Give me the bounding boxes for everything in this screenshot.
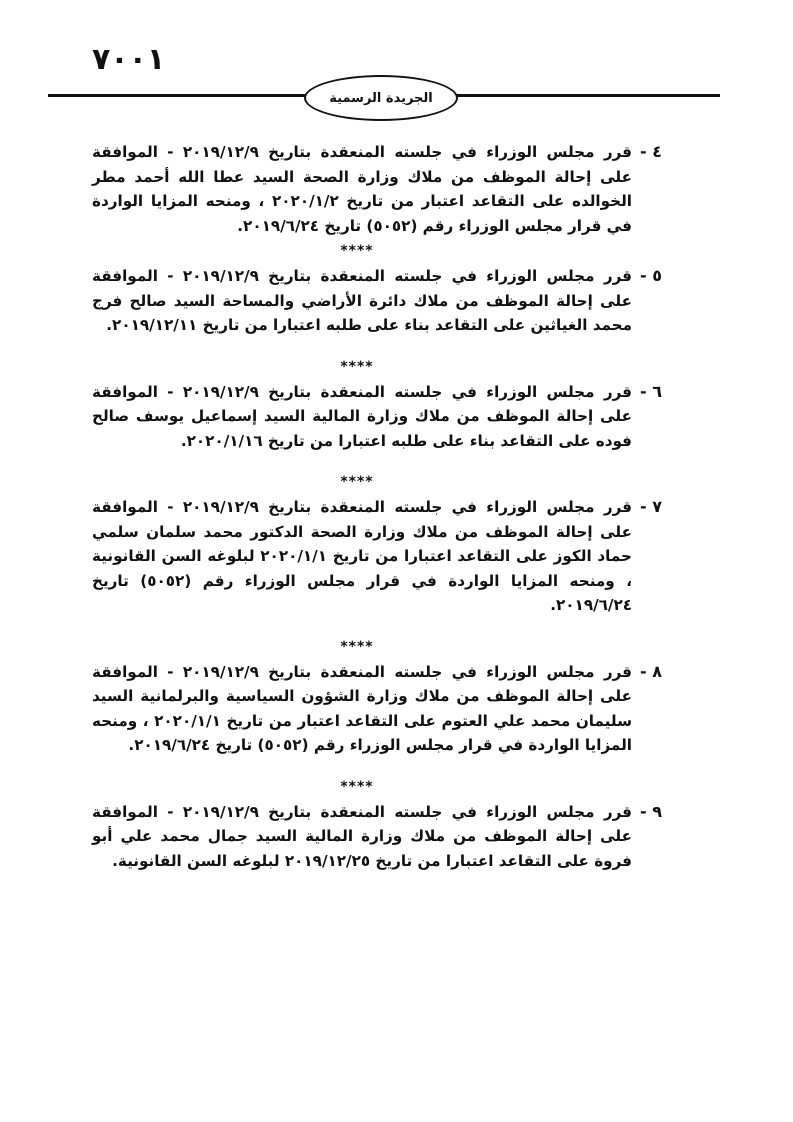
decision-number: ٨ - [640,661,662,681]
separator: **** [340,358,374,375]
decision-number: ٦ - [640,381,662,401]
decision-text: قرر مجلس الوزراء في جلسته المنعقدة بتاريخ ٢٠١٩/١٢/٩ - الموافقة على إحالة الموظف من ملاك وزارة المالية السيد جمال محمد علي أبو فروة على التقاعد اعتبارا من تاريخ ٢٠١٩/١٢/٢٥ لبلوغه السن القانونية. [92,802,632,870]
decision-item [92,800,662,874]
separator: **** [340,474,374,490]
separator: **** [340,638,374,655]
decision-text: قرر مجلس الوزراء في جلسته المنعقدة بتاريخ ٢٠١٩/١٢/٩ - الموافقة على إحالة الموظف من ملاك وزارة الشؤون السياسية والبرلمانية السيد سليمان محمد علي العتوم على التقاعد اعتبار من تاريخ ٢٠٢٠/١/١ ، ومنحه المزايا الواردة في قرار مجلس الوزراء رقم (٥٠٥٢) تاريخ ٢٠١٩/٦/٢٤. [92,662,632,754]
decision-number: ٤ - [640,142,662,161]
gazette-title-oval [304,75,458,121]
separator: **** [340,778,374,795]
page-number: ٧٠٠١ [92,42,166,77]
decision-text: قرر مجلس الوزراء في جلسته المنعقدة بتاريخ ٢٠١٩/١٢/٩ - الموافقة على إحالة الموظف من ملاك وزارة المالية السيد إسماعيل يوسف صالح فوده على التقاعد بناء على طلبه اعتبارا من تاريخ ٢٠٢٠/١/١٦. [92,382,632,450]
gazette-title: الجريدة الرسمية [329,90,433,106]
separator: **** [340,243,374,259]
decision-number: ٧ - [640,497,662,516]
decision-number: ٩ - [640,801,662,821]
decision-item [92,140,662,238]
decision-item [92,660,662,758]
decision-item [92,495,662,618]
decision-item [92,264,662,338]
decisions-list [92,140,662,873]
decision-number: ٥ - [640,266,662,285]
decision-text: قرر مجلس الوزراء في جلسته المنعقدة بتاريخ ٢٠١٩/١٢/٩ - الموافقة على إحالة الموظف من ملاك دائرة الأراضي والمساحة السيد صالح فرج محمد الغياثين على التقاعد بناء على طلبه اعتبارا من تاريخ ٢٠١٩/١٢/١١. [92,267,632,334]
decision-item [92,380,662,454]
decision-text: قرر مجلس الوزراء في جلسته المنعقدة بتاريخ ٢٠١٩/١٢/٩ - الموافقة على إحالة الموظف من ملاك وزارة الصحة الدكتور محمد سلمان سلمي حماد الكوز على التقاعد اعتبارا من تاريخ ٢٠٢٠/١/١ لبلوغه السن القانونية ، ومنحه المزايا الواردة في قرار مجلس الوزراء رقم (٥٠٥٢) تاريخ ٢٠١٩/٦/٢٤. [92,498,632,614]
decision-text: قرر مجلس الوزراء في جلسته المنعقدة بتاريخ ٢٠١٩/١٢/٩ - الموافقة على إحالة الموظف من ملاك وزارة الصحة السيد عطا الله أحمد مطر الخوالده على التقاعد اعتبار من تاريخ ٢٠٢٠/١/٢ ، ومنحه المزايا الواردة في قرار مجلس الوزراء رقم (٥٠٥٢) تاريخ ٢٠١٩/٦/٢٤. [92,143,632,235]
